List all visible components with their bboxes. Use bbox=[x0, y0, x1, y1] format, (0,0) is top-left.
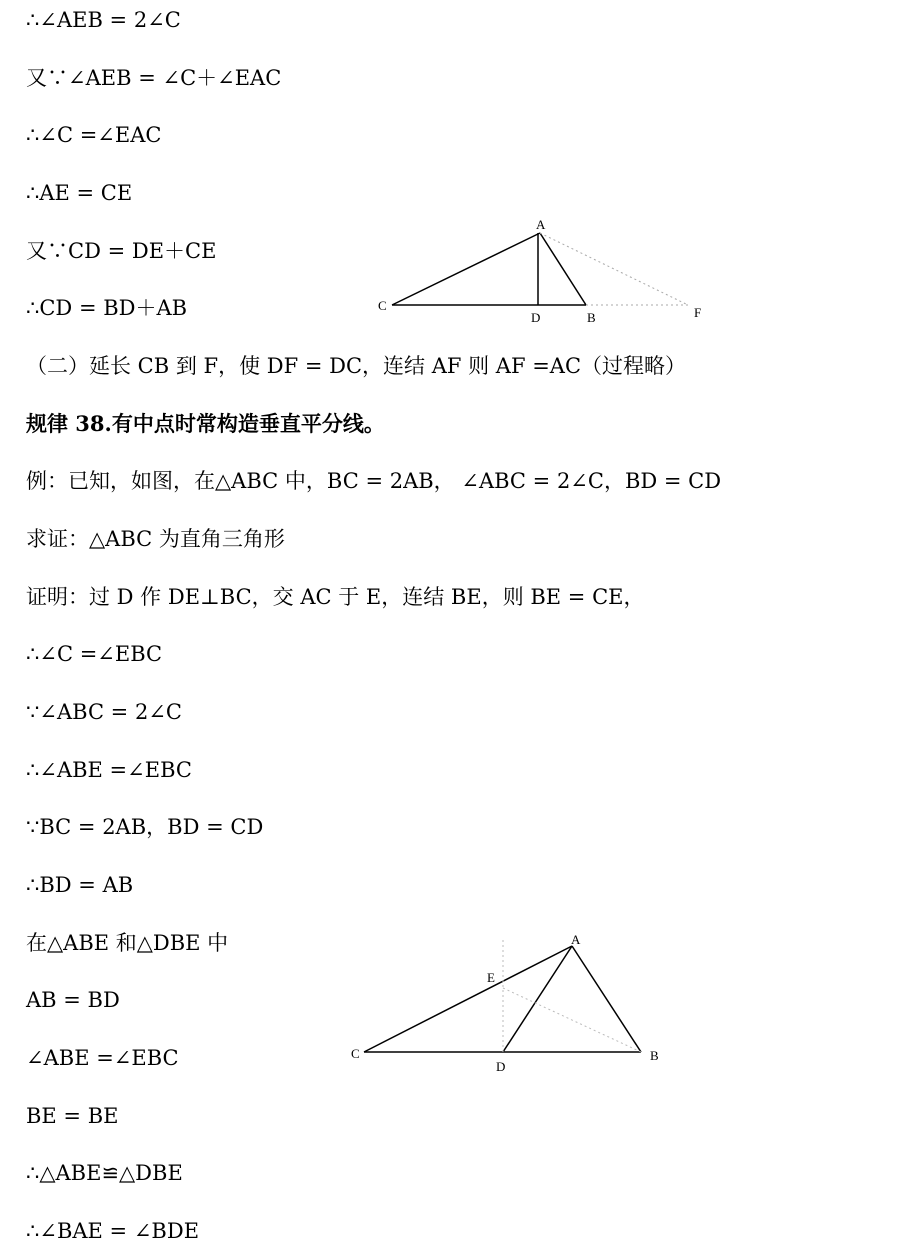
label-a-2: A bbox=[571, 932, 581, 947]
proof-line-4: ∴AE = CE bbox=[26, 181, 133, 205]
label-d: D bbox=[531, 310, 541, 325]
proof-step-10: ∴△ABE≌△DBE bbox=[26, 1161, 183, 1185]
figure-1-triangle bbox=[378, 217, 701, 325]
segment-ca bbox=[392, 233, 540, 305]
proof-step-2: ∵∠ABC = 2∠C bbox=[26, 700, 182, 724]
proof-step-7: AB = BD bbox=[26, 988, 120, 1012]
proof-intro: 证明：过 D 作 DE⊥BC，交 AC 于 E，连结 BE，则 BE = CE， bbox=[26, 585, 645, 609]
segment-ca-2 bbox=[364, 946, 572, 1052]
label-b-2: B bbox=[650, 1048, 659, 1063]
segment-ad-2 bbox=[503, 946, 572, 1052]
proof-step-9: BE = BE bbox=[26, 1104, 119, 1128]
proof-step-4: ∵BC = 2AB，BD = CD bbox=[26, 815, 264, 839]
label-e-2: E bbox=[487, 970, 495, 985]
proof-line-5: 又∵CD = DE＋CE bbox=[26, 239, 217, 263]
label-d-2: D bbox=[496, 1059, 506, 1074]
proof-step-8: ∠ABE =∠EBC bbox=[26, 1046, 179, 1070]
figure-2-triangle bbox=[351, 932, 659, 1074]
method-two-note: （二）延长 CB 到 F，使 DF = DC，连结 AF 则 AF =AC（过程略） bbox=[26, 354, 687, 378]
label-b: B bbox=[587, 310, 596, 325]
label-a: A bbox=[536, 217, 546, 232]
proof-line-3: ∴∠C =∠EAC bbox=[26, 123, 162, 147]
proof-line-2: 又∵∠AEB = ∠C＋∠EAC bbox=[26, 66, 282, 90]
proof-line-6: ∴CD = BD＋AB bbox=[26, 296, 188, 320]
label-f: F bbox=[694, 305, 702, 320]
proof-step-5: ∴BD = AB bbox=[26, 873, 134, 897]
proof-step-3: ∴∠ABE =∠EBC bbox=[26, 758, 192, 782]
proof-step-1: ∴∠C =∠EBC bbox=[26, 642, 163, 666]
label-c-2: C bbox=[351, 1046, 360, 1061]
proof-step-11: ∴∠BAE = ∠BDE bbox=[26, 1219, 200, 1243]
rule-38-heading: 规律 38.有中点时常构造垂直平分线。 bbox=[26, 411, 385, 436]
prove-statement: 求证：△ABC 为直角三角形 bbox=[26, 527, 285, 551]
segment-ab-2 bbox=[572, 946, 641, 1052]
label-c: C bbox=[378, 298, 387, 313]
example-statement: 例：已知，如图，在△ABC 中，BC = 2AB， ∠ABC = 2∠C，BD = CD bbox=[26, 469, 722, 493]
proof-step-6: 在△ABE 和△DBE 中 bbox=[26, 931, 229, 955]
proof-line-1: ∴∠AEB = 2∠C bbox=[26, 8, 181, 32]
